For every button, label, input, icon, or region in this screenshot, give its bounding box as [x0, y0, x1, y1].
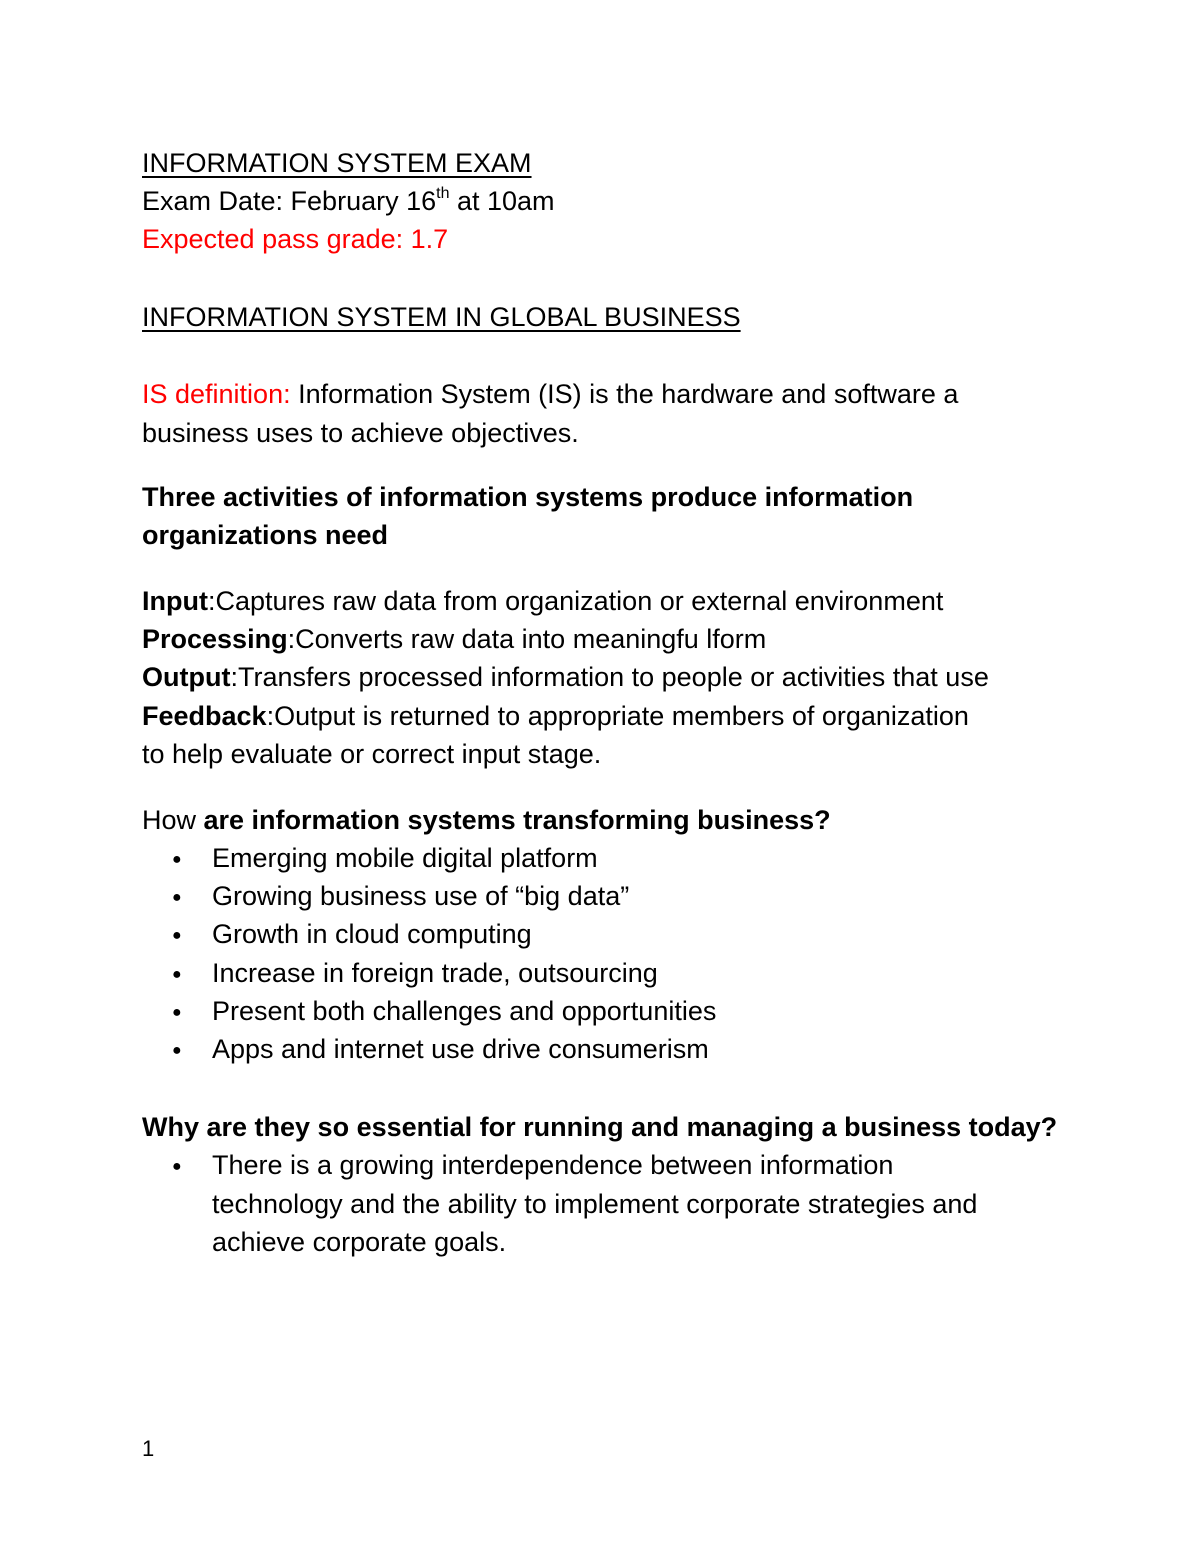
question-1-rest: are information systems transforming business? [196, 805, 831, 835]
question-1-prefix: How [142, 805, 197, 835]
activity-feedback-cont: to help evaluate or correct input stage. [142, 739, 602, 769]
activities-heading-1: Three activities of information systems produce information [142, 482, 914, 512]
bullet-icon: ● [172, 927, 182, 944]
activity-term: Output [142, 662, 231, 692]
activity-term: Feedback [142, 701, 267, 731]
is-definition-line-1 [142, 381, 958, 408]
list-item: Present both challenges and opportunities [212, 996, 717, 1026]
activity-term: Processing [142, 624, 288, 654]
activity-output [142, 664, 989, 691]
activity-desc: :Captures raw data from organization or external environment [207, 586, 944, 616]
is-definition-text: Information System (IS) is the hardware and software a [290, 379, 959, 409]
activity-term: Input [142, 586, 208, 616]
list-item: Growth in cloud computing [212, 919, 532, 949]
exam-date-suffix: at 10am [449, 186, 555, 216]
activity-processing [142, 626, 766, 653]
bullet-icon: ● [172, 889, 182, 906]
list-item: Apps and internet use drive consumerism [212, 1034, 709, 1064]
bullet-icon: ● [172, 1158, 182, 1175]
pass-grade: Expected pass grade: 1.7 [142, 224, 449, 254]
bullet-icon: ● [172, 1004, 182, 1021]
section-title: INFORMATION SYSTEM IN GLOBAL BUSINESS [142, 302, 741, 332]
bullet-icon: ● [172, 966, 182, 983]
exam-title: INFORMATION SYSTEM EXAM [142, 148, 532, 178]
is-definition-line-2: business uses to achieve objectives. [142, 418, 579, 448]
exam-date-sup: th [436, 185, 450, 202]
question-1 [142, 807, 831, 834]
list-item-line: achieve corporate goals. [212, 1227, 507, 1257]
list-item: Growing business use of “big data” [212, 881, 630, 911]
bullet-icon: ● [172, 1042, 182, 1059]
is-definition-label: IS definition: [142, 379, 291, 409]
question-2: Why are they so essential for running and managing a business today? [142, 1112, 1058, 1142]
activities-heading-2: organizations need [142, 520, 389, 550]
bullet-icon: ● [172, 851, 182, 868]
list-item: Increase in foreign trade, outsourcing [212, 958, 658, 988]
activity-desc: :Converts raw data into meaningfu lform [287, 624, 767, 654]
activity-desc: :Output is returned to appropriate members of organization [266, 701, 969, 731]
list-item-line: technology and the ability to implement corporate strategies and [212, 1189, 978, 1219]
list-item: Emerging mobile digital platform [212, 843, 598, 873]
exam-date-prefix: Exam Date: February 16 [142, 186, 437, 216]
page-number: 1 [142, 1436, 155, 1461]
activity-feedback [142, 703, 969, 730]
exam-date [142, 185, 555, 216]
activity-input [142, 588, 943, 615]
list-item-line: There is a growing interdependence between information [212, 1150, 894, 1180]
activity-desc: :Transfers processed information to people or activities that use [230, 662, 989, 692]
